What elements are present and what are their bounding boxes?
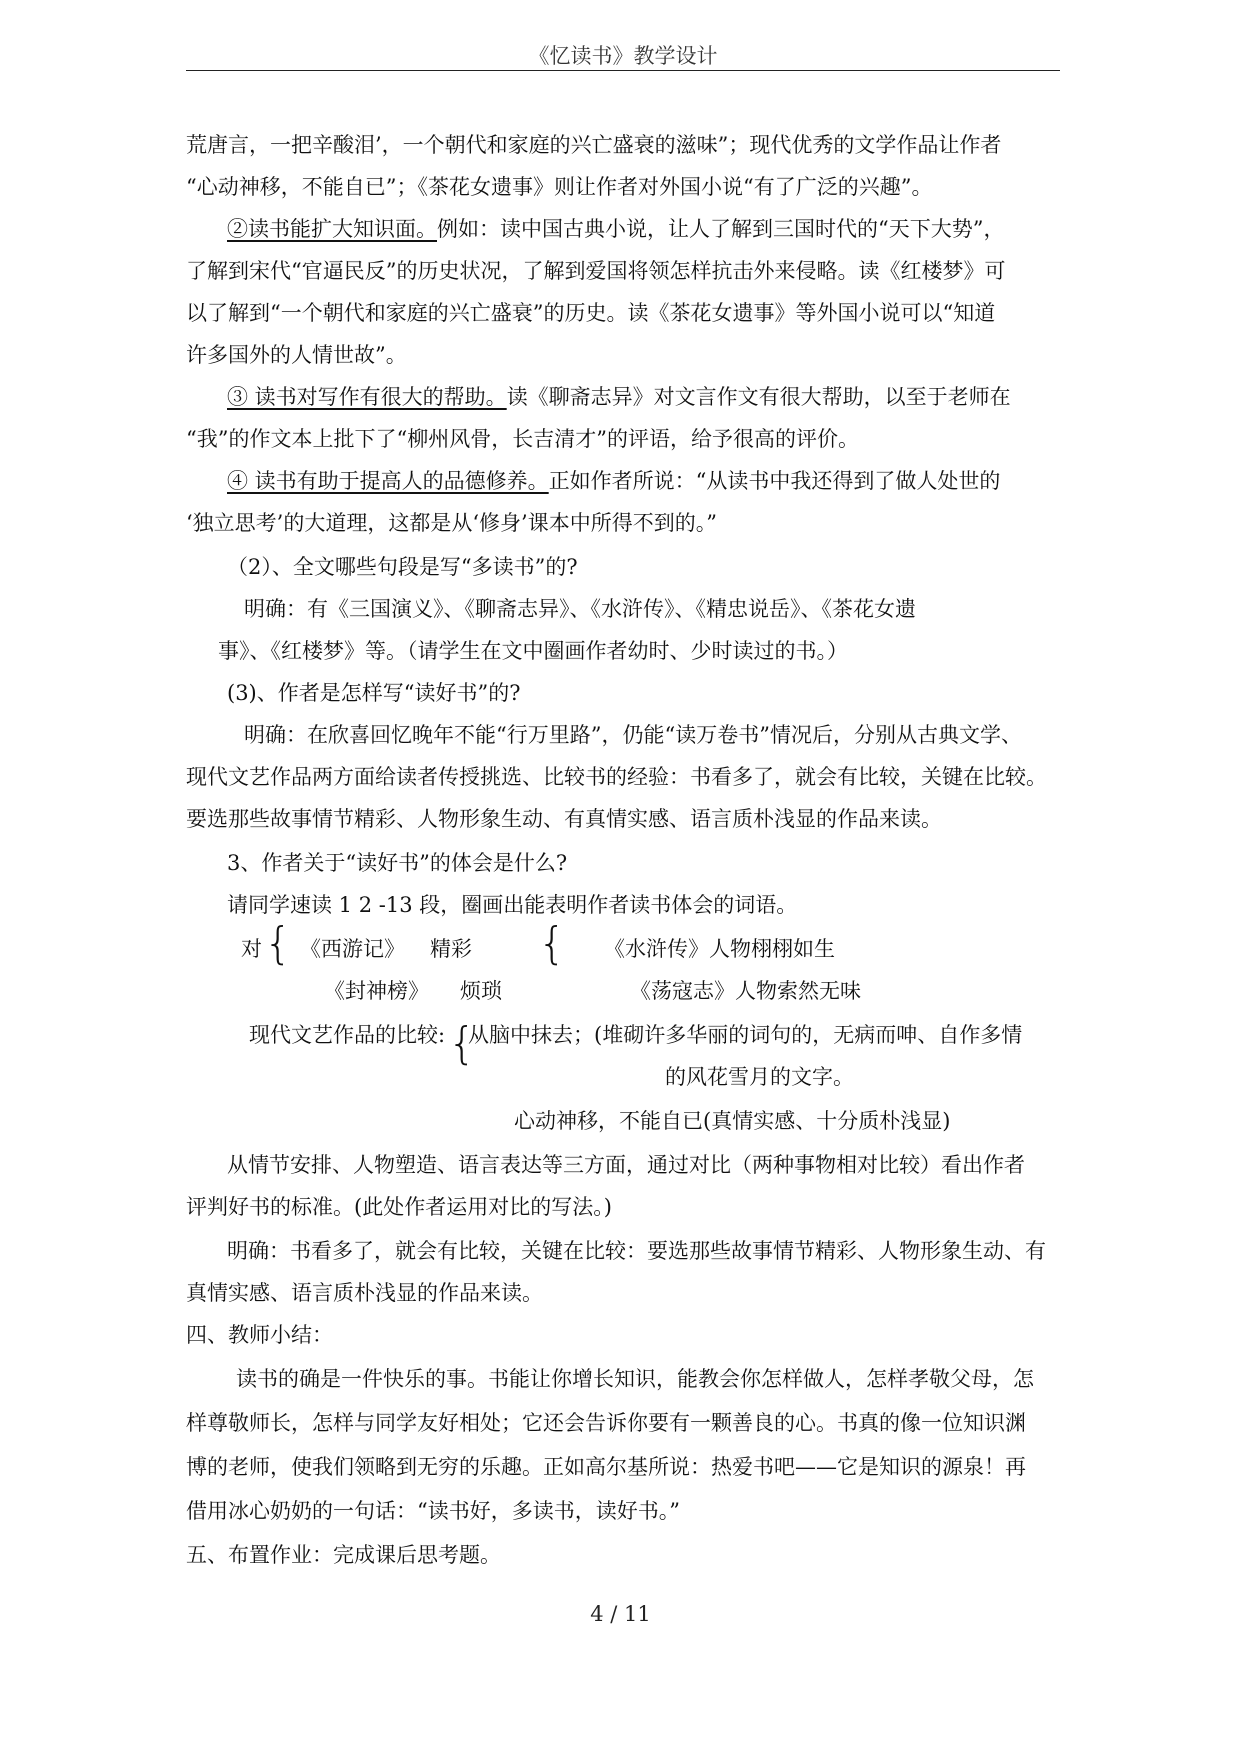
diagram-modern-label: 现代文艺作品的比较: <box>249 1023 446 1047</box>
paragraph-line <box>227 466 1000 496</box>
question-3: (3)、作者是怎样写“读好书”的? <box>227 681 521 705</box>
diagram-modern-c: 心动神移，不能自已(真情实感、十分质朴浅显) <box>514 1109 951 1133</box>
summary-paragraph-line: 读书的确是一件快乐的事。书能让你增长知识，能教会你怎样做人，怎样孝敬父母，怎 <box>236 1367 1034 1391</box>
diagram-modern-a: 从脑中抹去；(堆砌许多华丽的词句的，无病而呻、自作多情 <box>468 1023 1023 1047</box>
point-text: 读《聊斋志异》对文言作文有很大帮助，以至于老师在 <box>506 385 1011 409</box>
section-4-heading: 四、教师小结： <box>186 1323 333 1347</box>
paragraph-line: 许多国外的人情世故”。 <box>186 343 407 367</box>
answer-line: 明确：在欣喜回忆晚年不能“行万里路”，仍能“读万卷书”情况后，分别从古典文学、 <box>244 723 1022 747</box>
answer-line: 现代文艺作品两方面给读者传授挑选、比较书的经验：书看多了，就会有比较，关键在比较。 <box>186 765 1047 789</box>
diagram-xiyouji: 《西游记》 <box>300 937 405 961</box>
answer-line: 要选那些故事情节精彩、人物形象生动、有真情实感、语言质朴浅显的作品来读。 <box>186 807 942 831</box>
summary-line: 从情节安排、人物塑造、语言表达等三方面，通过对比（两种事物相对比较）看出作者 <box>227 1153 1025 1177</box>
summary-paragraph-line: 样尊敬师长，怎样与同学友好相处；它还会告诉你要有一颗善良的心。书真的像一位知识渊 <box>186 1411 1026 1435</box>
point-text: 正如作者所说：“从读书中我还得到了做人处世的 <box>548 469 1001 493</box>
section-3-task: 请同学速读 1 2 -13 段，圈画出能表明作者读书体会的词语。 <box>227 893 798 917</box>
summary-paragraph-line: 博的老师，使我们领略到无穷的乐趣。正如高尔基所说：热爱书吧——它是知识的源泉！再 <box>186 1455 1026 1479</box>
summary-paragraph-line: 借用冰心奶奶的一句话：“读书好，多读书，读好书。” <box>186 1499 680 1523</box>
question-2: （2）、全文哪些句段是写“多读书”的? <box>227 555 578 579</box>
paragraph-line: “我”的作文本上批下了“柳州风骨，长吉清才”的评语，给予很高的评价。 <box>186 427 859 451</box>
diagram-fengshen: 《封神榜》 <box>324 979 429 1003</box>
left-brace: { <box>538 918 566 969</box>
diagram-dui: 对 <box>241 937 262 961</box>
answer-line: 真情实感、语言质朴浅显的作品来读。 <box>186 1281 543 1305</box>
answer-line: 明确：书看多了，就会有比较，关键在比较：要选那些故事情节精彩、人物形象生动、有 <box>227 1239 1046 1263</box>
diagram-shuihu: 《水浒传》人物栩栩如生 <box>604 937 835 961</box>
header-rule <box>186 70 1060 71</box>
point-text: 例如：读中国古典小说，让人了解到三国时代的“天下大势”， <box>437 217 1005 241</box>
summary-line: 评判好书的标准。(此处作者运用对比的写法。) <box>186 1195 612 1219</box>
paragraph-line <box>227 382 1011 412</box>
diagram-jingcai: 精彩 <box>430 937 472 961</box>
paragraph-line: 了解到宋代“官逼民反”的历史状况，了解到爱国将领怎样抗击外来侵略。读《红楼梦》可 <box>186 259 1006 283</box>
diagram-dangkou: 《荡寇志》人物索然无味 <box>630 979 861 1003</box>
paragraph-line: 荒唐言，一把辛酸泪’，一个朝代和家庭的兴亡盛衰的滋味”；现代优秀的文学作品让作者 <box>186 133 1002 157</box>
point-heading-4: ④ 读书有助于提高人的品德修养。 <box>227 469 549 493</box>
page-number: 4 / 11 <box>590 1602 651 1626</box>
paragraph-line <box>227 214 1004 244</box>
diagram-modern-b: 的风花雪月的文字。 <box>665 1065 854 1089</box>
paragraph-line: “心动神移，不能自已”；《茶花女遗事》则让作者对外国小说“有了广泛的兴趣”。 <box>186 175 933 199</box>
point-heading-2: ②读书能扩大知识面。 <box>227 217 437 241</box>
point-heading-3: ③ 读书对写作有很大的帮助。 <box>227 385 507 409</box>
page-header-title: 《忆读书》教学设计 <box>528 44 718 68</box>
paragraph-line: 以了解到“一个朝代和家庭的兴亡盛衰”的历史。读《茶花女遗事》等外国小说可以“知道 <box>186 301 996 325</box>
diagram-fansuo: 烦琐 <box>460 979 502 1003</box>
answer-line: 明确：有《三国演义》、《聊斋志异》、《水浒传》、《精忠说岳》、《茶花女遗 <box>244 597 916 621</box>
answer-line: 事》、《红楼梦》等。（请学生在文中圈画作者幼时、少时读过的书。） <box>218 639 848 663</box>
left-brace: { <box>264 918 292 969</box>
left-brace: { <box>448 1018 476 1069</box>
section-3-heading: 3、作者关于“读好书”的体会是什么? <box>227 851 568 875</box>
section-5-heading: 五、布置作业：完成课后思考题。 <box>186 1543 501 1567</box>
paragraph-line: ‘独立思考’的大道理，这都是从‘修身’课本中所得不到的。” <box>186 511 717 535</box>
